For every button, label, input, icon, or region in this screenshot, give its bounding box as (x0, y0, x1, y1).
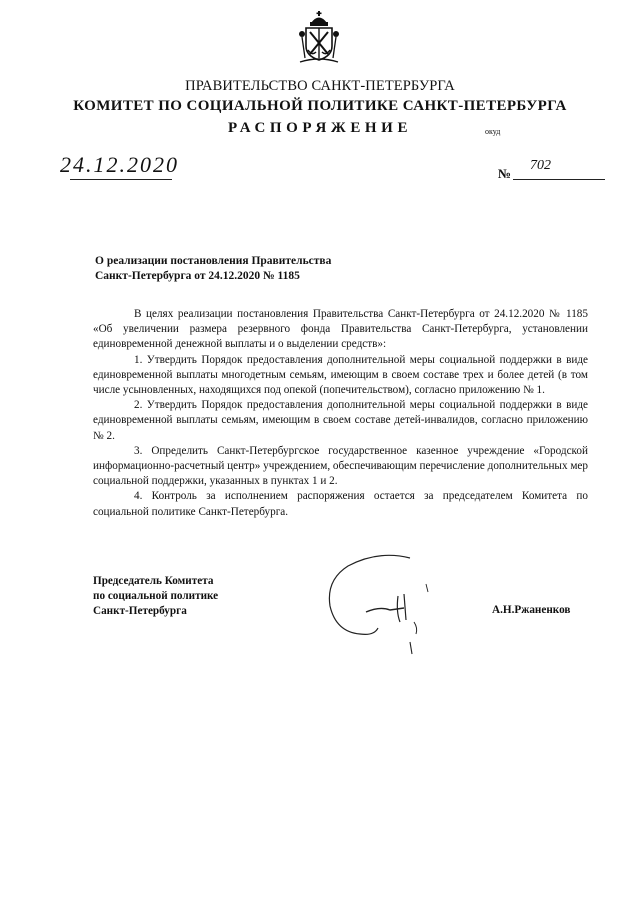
committee-title: КОМИТЕТ ПО СОЦИАЛЬНОЙ ПОЛИТИКЕ САНКТ-ПЕТЕРБУРГА (73, 98, 567, 114)
item-4-paragraph: 4. Контроль за исполнением распоряжения остается за председателем Комитета по социальной политике Санкт-Петербурга. (93, 490, 588, 518)
signer-line-2: по социальной политике (93, 590, 219, 602)
okud-label: окуд (485, 127, 501, 136)
government-title: ПРАВИТЕЛЬСТВО САНКТ-ПЕТЕРБУРГА (185, 78, 455, 94)
intro-paragraph: В целях реализации постановления Правительства Санкт-Петербурга от 24.12.2020 № 1185 «Об увеличении размера резервного фонда Правительства Санкт-Петербурга, установлении единовременной денежной выплаты и о выделении средств»: (93, 308, 588, 351)
item-2-paragraph: 2. Утвердить Порядок предоставления дополнительной меры социальной поддержки в виде единовременной выплаты семьям, имеющим в своем составе детей-инвалидов, согласно приложению № 2. (93, 399, 588, 442)
number-line (513, 179, 605, 180)
handwritten-date: 24.12.2020 (60, 152, 179, 177)
coat-of-arms-icon (296, 10, 342, 66)
handwritten-signature-icon (318, 548, 448, 658)
subject-line-2: Санкт-Петербурга от 24.12.2020 № 1185 (95, 270, 300, 282)
document-type-title: РАСПОРЯЖЕНИЕ (227, 120, 413, 136)
signer-line-3: Санкт-Петербурга (93, 605, 187, 617)
subject-line-1: О реализации постановления Правительства (95, 255, 332, 267)
handwritten-number: 702 (530, 158, 551, 173)
number-label: № (498, 166, 512, 181)
signer-title (93, 574, 293, 619)
document-body (93, 307, 588, 520)
subject-heading (95, 254, 415, 284)
signer-line-1: Председатель Комитета (93, 575, 214, 587)
signer-name: А.Н.Ржаненков (492, 604, 571, 616)
date-line (70, 179, 172, 180)
item-1-paragraph: 1. Утвердить Порядок предоставления дополнительной меры социальной поддержки в виде единовременной выплаты многодетным семьям, имеющим в своем составе трех и более детей (в том числе усыновленных, находящихся под опекой (попечительством), согласно приложению № 1. (93, 353, 588, 397)
item-3-paragraph: 3. Определить Санкт-Петербургское государственное казенное учреждение «Городской информационно-расчетный центр» учреждением, обеспечивающим перечисление дополнительных мер социальной поддержки, указанных в пунктах 1 и 2. (93, 444, 588, 488)
